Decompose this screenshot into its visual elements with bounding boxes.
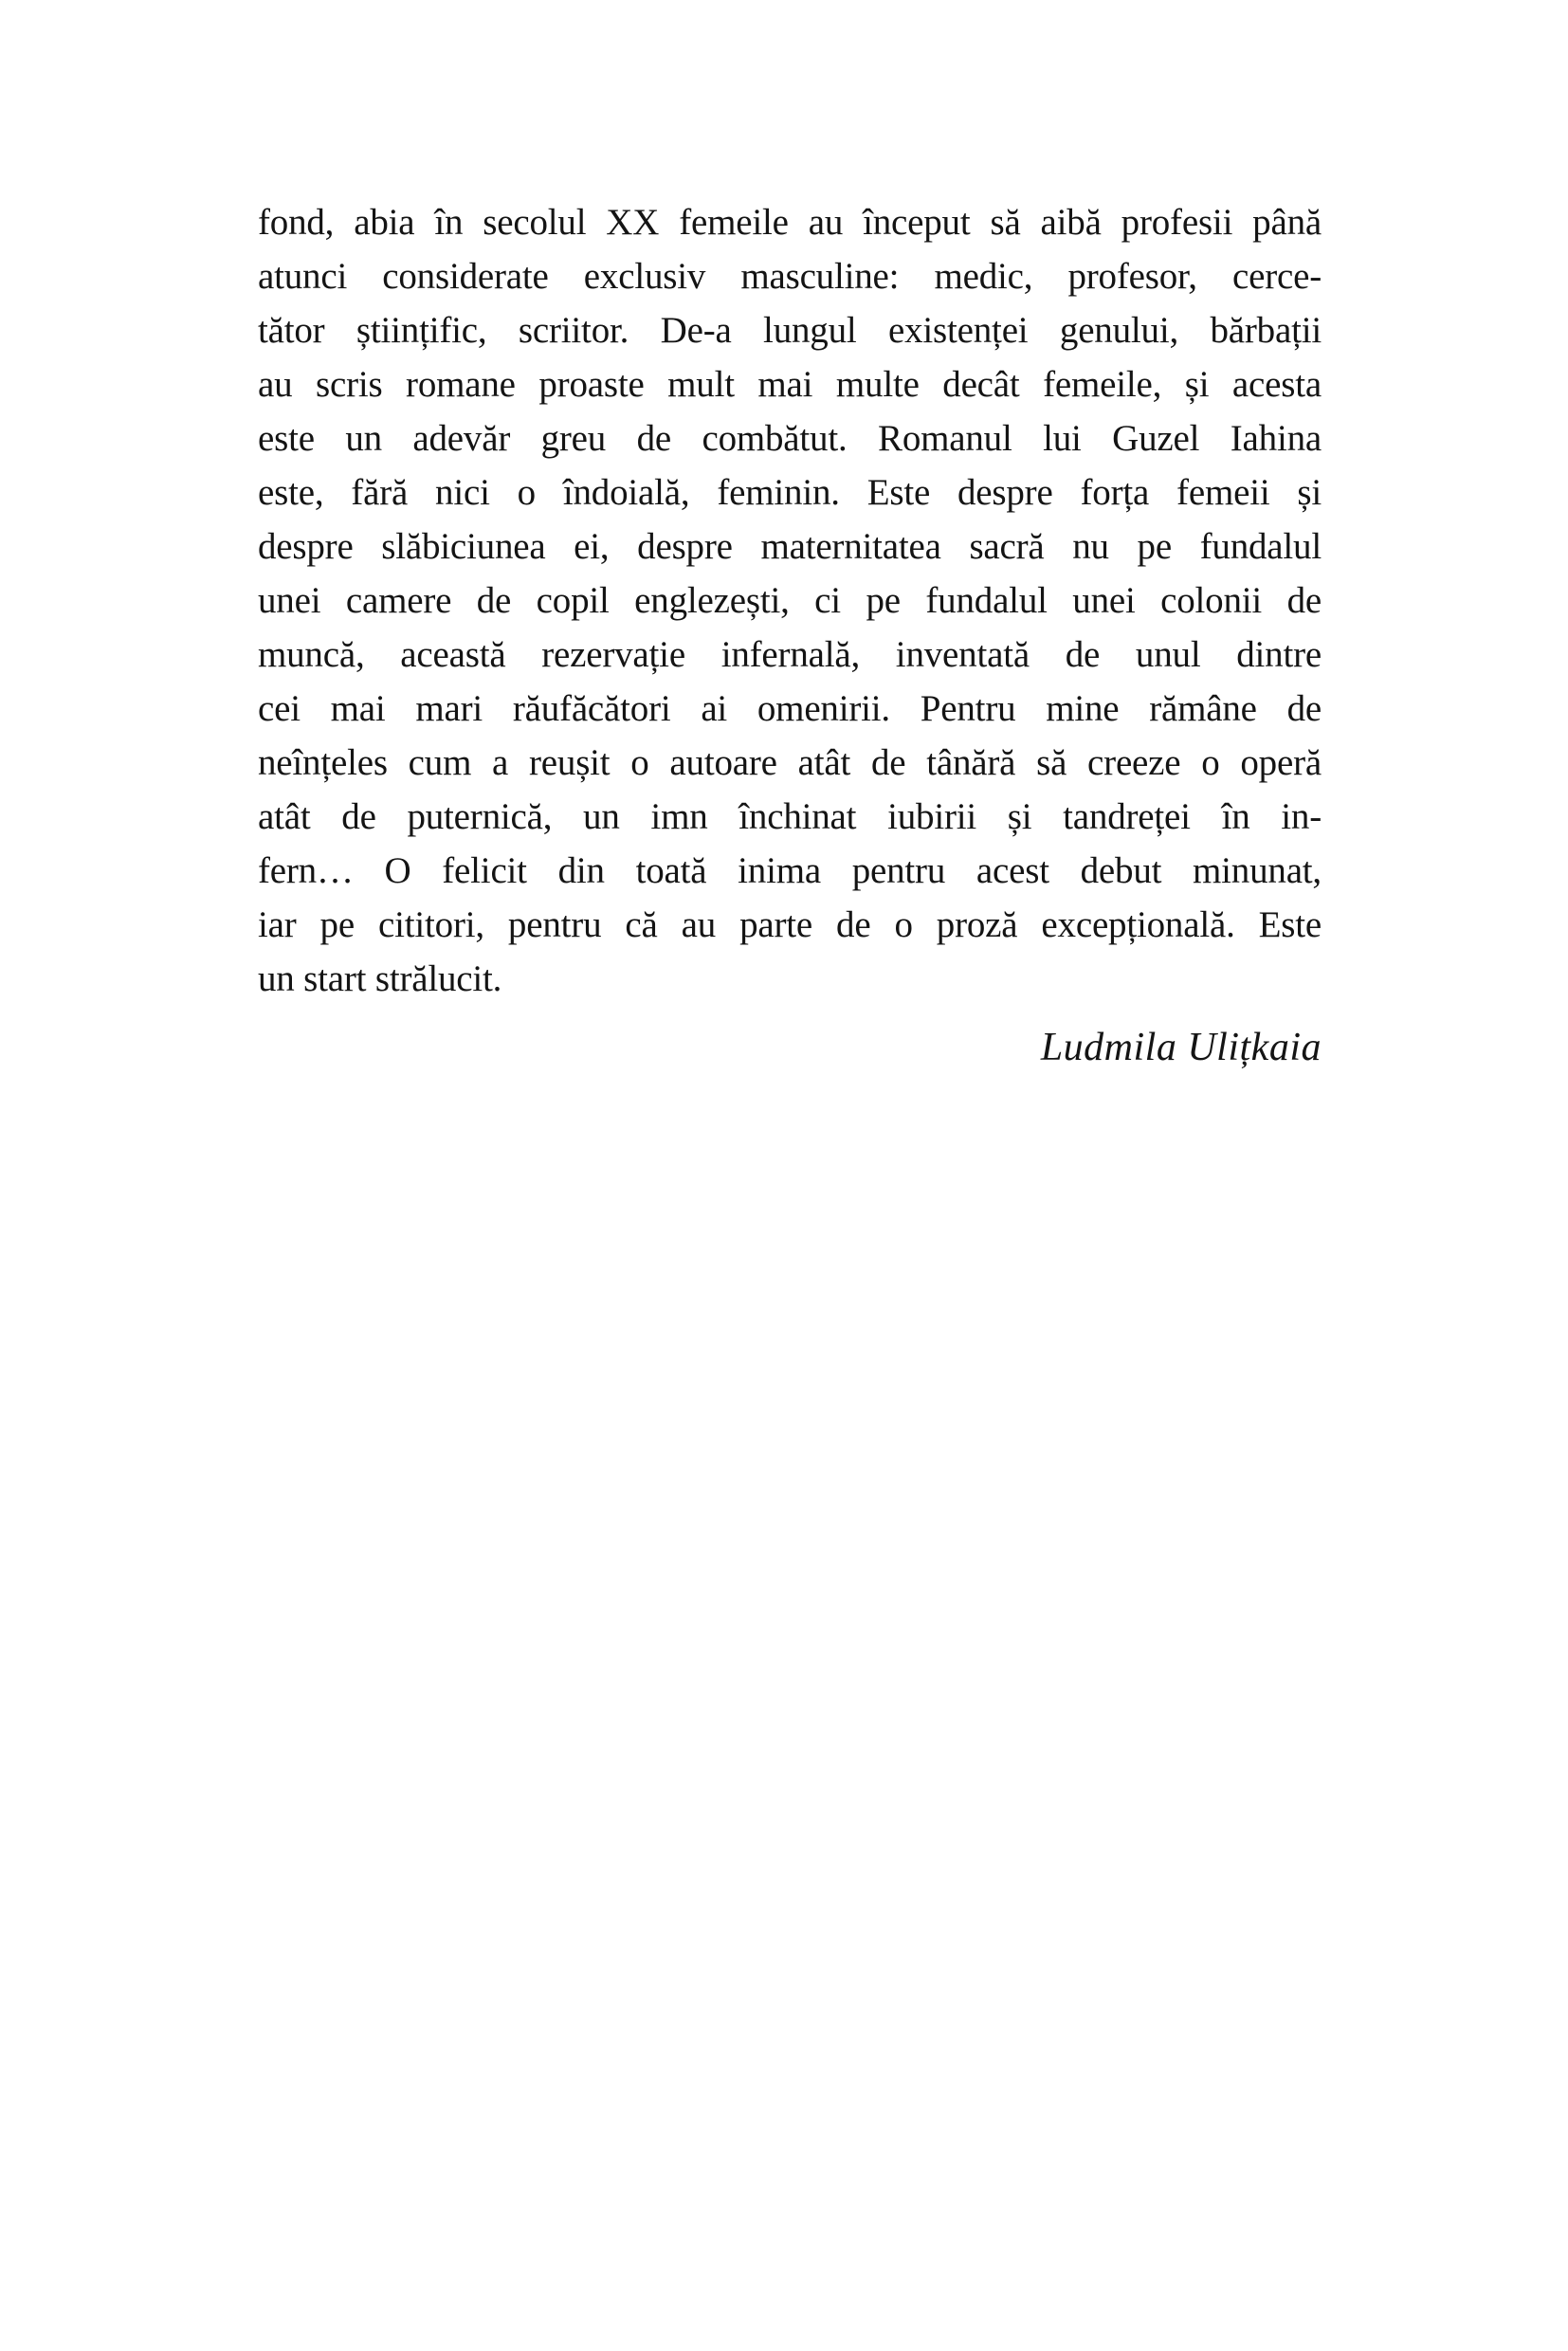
paragraph-line: iar pe cititori, pentru că au parte de o proză excepțională. Este [258,904,1322,945]
paragraph-line: fond, abia în secolul XX femeile au început să aibă profesii până [258,202,1322,243]
paragraph-line: atunci considerate exclusiv masculine: medic, profesor, cerce- [258,256,1322,297]
paragraph-line: atât de puternică, un imn închinat iubirii și tandreței în in- [258,796,1322,837]
paragraph-line: cei mai mari răufăcători ai omenirii. Pentru mine rămâne de [258,688,1322,729]
author-signature: Ludmila Ulițkaia [1040,1026,1322,1069]
paragraph-line: despre slăbiciunea ei, despre maternitatea sacră nu pe fundalul [258,526,1322,567]
paragraph-line: muncă, această rezervație infernală, inventată de unul dintre [258,634,1322,675]
paragraph-line: unei camere de copil englezești, ci pe fundalul unei colonii de [258,580,1322,621]
paragraph-line: este, fără nici o îndoială, feminin. Este despre forța femeii și [258,472,1322,513]
paragraph-line: au scris romane proaste mult mai multe decât femeile, și acesta [258,364,1322,405]
paragraph-line: tător științific, scriitor. De-a lungul existenței genului, bărbații [258,310,1322,351]
paragraph-line: neînțeles cum a reușit o autoare atât de tânără să creeze o operă [258,742,1322,783]
paragraph-line: este un adevăr greu de combătut. Romanul lui Guzel Iahina [258,418,1322,459]
paragraph-line: fern… O felicit din toată inima pentru acest debut minunat, [258,850,1322,891]
paragraph-line: un start strălucit. [258,958,502,999]
paragraph-block [258,195,1322,1075]
